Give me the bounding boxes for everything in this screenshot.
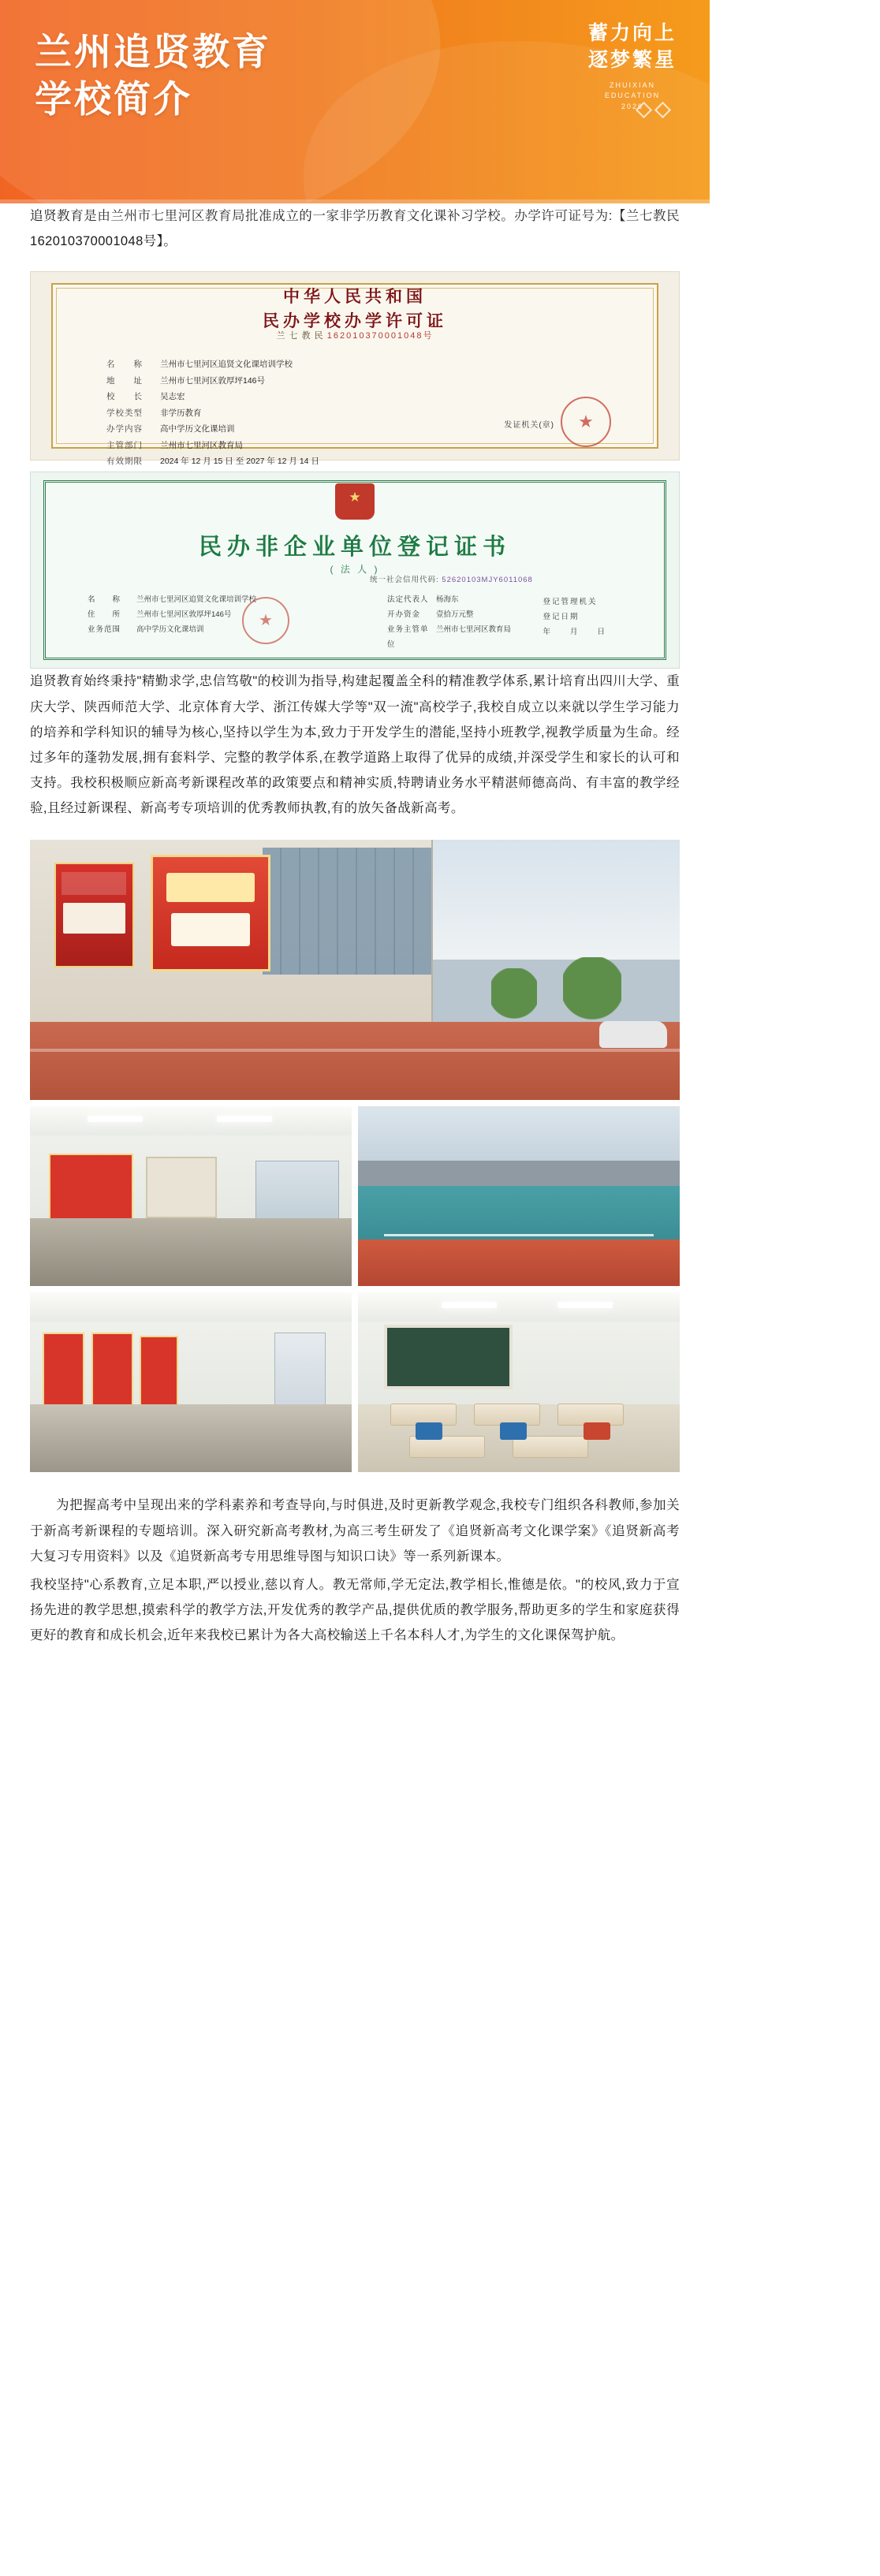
slogan-line-2: 逐梦繁星	[587, 48, 677, 71]
certificate-field-row	[106, 453, 679, 469]
photo-ceiling	[30, 1292, 352, 1321]
classroom-photo	[358, 1292, 680, 1472]
photo-banner-white-panel	[63, 903, 125, 934]
slogan-line-1: 蓄力向上	[587, 22, 677, 44]
photo-red-poster	[140, 1336, 178, 1407]
photo-track	[358, 1240, 680, 1286]
school-entrance-photo	[30, 840, 680, 1100]
field-label: 校 长	[106, 392, 143, 402]
photo-red-poster	[91, 1333, 133, 1411]
description-section	[0, 669, 710, 821]
photo-floor	[30, 1404, 352, 1473]
field-label: 住 所	[88, 610, 121, 620]
national-emblem-icon	[335, 483, 375, 520]
page-banner	[0, 0, 710, 203]
certificate-title-line-2: 民办学校办学许可证	[263, 311, 447, 330]
field-label: 业务范围	[88, 625, 121, 635]
photo-floor	[30, 1218, 352, 1287]
seal-star-icon: ★	[259, 612, 273, 630]
issuing-authority-label: 登记管理机关	[543, 598, 598, 607]
photo-ceiling-lamp	[442, 1302, 497, 1308]
photo-ceiling-lamp	[217, 1116, 272, 1122]
photo-chair	[584, 1422, 610, 1440]
page-title-line-1: 兰州追贤教育	[35, 31, 271, 73]
registration-date-block	[543, 595, 606, 639]
photo-poster-board	[151, 855, 271, 971]
registration-date-blank: 年 月 日	[543, 628, 606, 637]
field-label: 办学内容	[106, 424, 143, 434]
field-value: 高中学历文化课培训	[136, 625, 204, 635]
certificate-field-row	[106, 356, 679, 372]
photo-tree	[491, 968, 537, 1030]
photo-ceiling-lamp	[557, 1302, 613, 1308]
field-label: 地 址	[106, 375, 143, 386]
slogan-en-line-1: ZHUIXIAN	[609, 80, 655, 89]
certificate-number-value: 162010370001048号	[326, 331, 434, 341]
certificate-number-label: 兰 七 教 民	[276, 331, 324, 341]
closing-paragraph-2: 我校坚持"心系教育,立足本职,严以授业,慈以育人。教无常师,学无定法,教学相长,惟德是依。"的校风,致力于宣扬先进的教学思想,摸索科学的教学方法,开发优秀的教学产品,提供优质的教学服务,帮助更多的学生和家庭获得更好的教育和成长机会,近年来我校已累计为各大高校输送上千名本科人才,为学生的文化课保驾护航。	[30, 1577, 680, 1643]
description-paragraph: 追贤教育始终秉持"精勤求学,忠信笃敬"的校训为指导,构建起覆盖全科的精准教学体系,累计培育出四川大学、重庆大学、陕西师范大学、北京体育大学、浙江传媒大学等"双一流"高校学子,我校自成立以来就以学生学习能力的培养和学科知识的辅导为核心,坚持以学生为本,致力于开发学生的潜能,坚持小班教学,视教学质量为生命。经过多年的蓬勃发展,拥有套料学、完整的教学体系,在教学道路上取得了优异的成绩,并深受学生和家长的认可和支持。我校积极顺应新高考新课程改革的政策要点和精神实质,特聘请业务水平精湛师德高尚、有丰富的教学经验,且经过新课程、新高考专项培训的优秀教师执教,有的放矢备战新高考。	[30, 674, 680, 816]
field-value: 兰州市七里河区敦厚坪146号	[136, 610, 232, 620]
slogan-en-line-3: 2026	[621, 102, 643, 110]
certificate-title-line-1: 中华人民共和国	[283, 287, 427, 307]
photo-red-banner	[54, 863, 135, 967]
photo-banner-heading	[62, 872, 126, 894]
photo-building-row	[358, 1161, 680, 1186]
photo-row-lower	[30, 1292, 680, 1472]
playground-photo	[358, 1106, 680, 1286]
field-value: 兰州市七里河区追贤文化课培训学校	[160, 360, 293, 370]
certificate-field-row	[106, 373, 679, 389]
registration-date-label: 登记日期	[543, 613, 580, 622]
official-seal-stamp	[561, 397, 611, 447]
field-value-secondary: 壹拾万元整	[436, 610, 474, 620]
photo-display-board	[146, 1157, 217, 1218]
field-label: 主管部门	[106, 440, 143, 450]
slogan-en-line-2: EDUCATION	[604, 91, 661, 99]
certificate-title: 民办非企业单位登记证书	[198, 535, 511, 561]
page-title	[35, 28, 271, 123]
photo-building-facade	[30, 840, 433, 1027]
field-value-secondary: 杨海东	[436, 595, 459, 605]
field-value: 非学历教育	[160, 408, 202, 418]
photo-glass-windows	[263, 848, 431, 975]
hallway-posters-photo	[30, 1292, 352, 1472]
field-label: 名 称	[88, 595, 121, 605]
field-label: 有效期限	[106, 457, 143, 467]
school-license-certificate	[30, 271, 680, 467]
field-value-secondary: 兰州市七里河区教育局	[436, 625, 512, 635]
photo-poster-bottom	[171, 913, 250, 946]
code-value: 52620103MJY6011068	[442, 576, 533, 585]
field-value: 兰州市七里河区追贤文化课培训学校	[136, 595, 257, 605]
photo-gallery	[30, 840, 680, 1472]
official-seal-stamp	[242, 597, 289, 644]
certificate-subtitle: ( 法 人 )	[330, 564, 380, 576]
field-value: 高中学历文化课培训	[160, 424, 235, 434]
photo-blackboard	[384, 1325, 513, 1389]
banner-divider	[0, 199, 710, 203]
photo-court-line	[384, 1234, 654, 1236]
code-label: 统一社会信用代码:	[370, 576, 439, 585]
photo-display-board	[49, 1154, 132, 1222]
field-label: 名 称	[106, 360, 143, 370]
closing-paragraph-1: 为把握高考中呈现出来的学科素养和考查导向,与时俱进,及时更新教学观念,我校专门组织各科教师,参加关于新高考新课程的专题培训。深入研究新高考教材,为高三考生研发了《追贤新高考文化课学案》《追贤新高考大复习专用资料》以及《追贤新高考专用思维导图与知识口诀》等一系列新课本。	[30, 1498, 680, 1564]
photo-ceiling-lamp	[88, 1116, 143, 1122]
diamond-decor-icon	[638, 104, 669, 116]
field-label-secondary: 法定代表人	[387, 595, 429, 605]
photo-vehicle	[599, 1021, 667, 1048]
seal-star-icon: ★	[578, 412, 594, 432]
intro-paragraph: 追贤教育是由兰州市七里河区教育局批准成立的一家非学历教育文化课补习学校。办学许可证号为:【兰七教民162010370001048号】。	[30, 209, 680, 249]
issuing-authority-label: 发证机关(章)	[504, 421, 554, 431]
photo-ceiling	[358, 1292, 680, 1321]
photo-row-upper	[30, 1106, 680, 1286]
field-value: 吴志宏	[160, 392, 185, 402]
unified-social-credit-code	[370, 573, 533, 584]
photo-ground	[30, 1022, 680, 1100]
closing-section	[30, 1493, 680, 1648]
field-label-secondary: 开办资金	[387, 610, 421, 620]
field-label: 学校类型	[106, 408, 143, 418]
photo-chair	[416, 1422, 442, 1440]
field-value: 2024 年 12 月 15 日 至 2027 年 12 月 14 日	[160, 457, 319, 467]
photo-chair	[500, 1422, 527, 1440]
field-label-secondary: 业务主管单位	[387, 625, 429, 650]
private-nonenterprise-registration-certificate	[30, 472, 680, 669]
certificate-title	[31, 285, 679, 333]
photo-ceiling	[30, 1106, 352, 1135]
corridor-display-photo	[30, 1106, 352, 1286]
page-title-line-2: 学校简介	[35, 78, 192, 121]
photo-red-poster	[43, 1333, 84, 1411]
photo-poster-top	[166, 873, 254, 902]
banner-slogan	[588, 21, 677, 112]
field-value: 兰州市七里河区教育局	[160, 440, 243, 450]
certificate-number	[277, 329, 434, 341]
photo-sky	[358, 1106, 680, 1168]
field-value: 兰州市七里河区敦厚坪146号	[160, 375, 266, 386]
